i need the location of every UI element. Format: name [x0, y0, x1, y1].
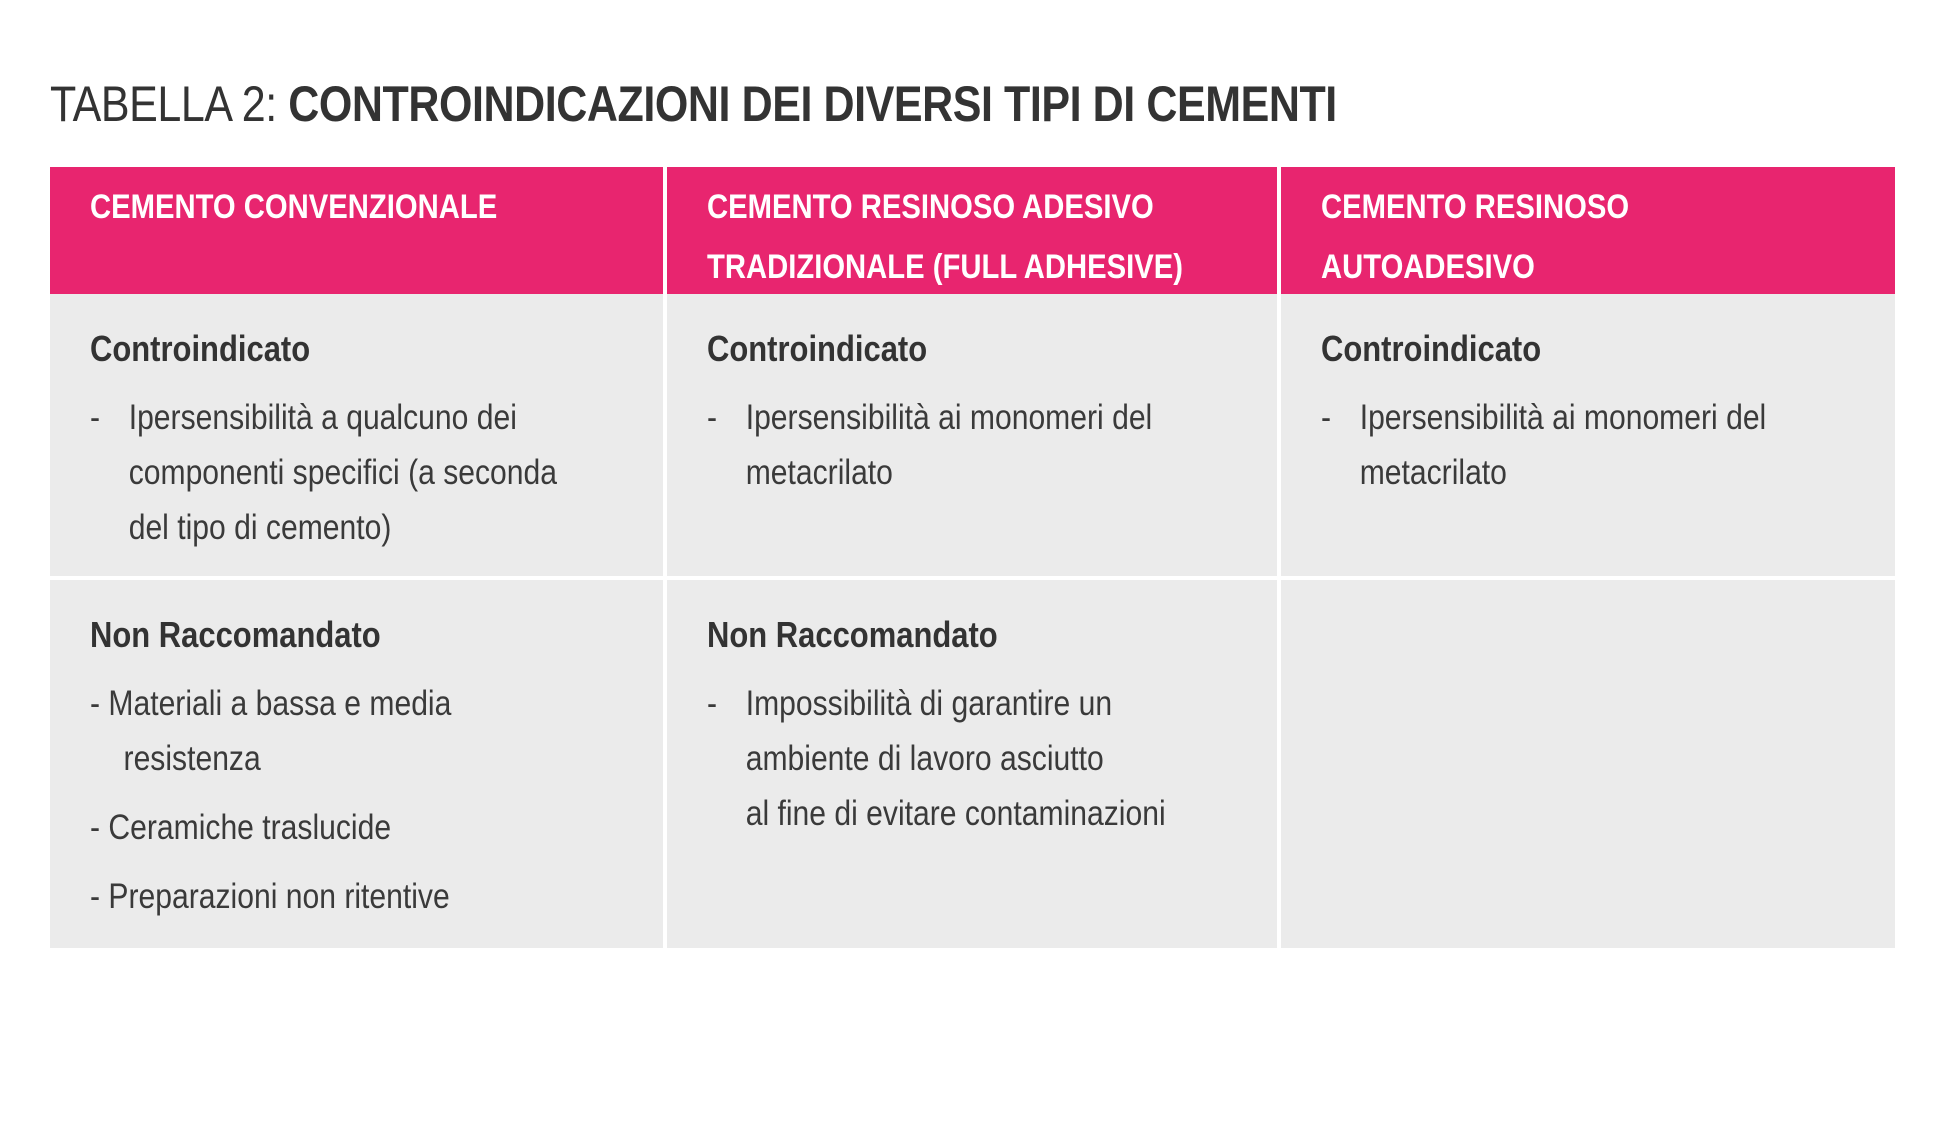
header-line: CEMENTO RESINOSO ADESIVO [707, 188, 1154, 226]
list-item-text: Ipersensibilità a qualcuno dei [128, 398, 517, 437]
list-item-continuation [707, 445, 1180, 500]
list-item: - Ceramiche traslucide [90, 808, 392, 847]
header-traditional-adhesive-resin-cement [667, 167, 1281, 294]
list-item [707, 390, 1180, 445]
list-item: - Materiali a bassa e media [90, 684, 452, 723]
list-item-text: Impossibilità di garantire un [745, 684, 1113, 723]
section-title-not-recommended: Non Raccomandato [707, 614, 998, 655]
section-title-not-recommended: Non Raccomandato [90, 614, 381, 655]
list-item: - Preparazioni non ritentive [90, 877, 450, 916]
list-item-text: metacrilato [745, 453, 893, 492]
header-self-adhesive-resin-cement [1281, 167, 1895, 294]
header-line: CEMENTO RESINOSO [1321, 188, 1630, 226]
bullet-dash: - [707, 398, 718, 437]
not-recommended-cell-self-adhesive-empty [1281, 580, 1895, 948]
contraindicated-cell-traditional [667, 294, 1281, 580]
list-item-continuation [1321, 445, 1797, 500]
list-item-continuation: resistenza [123, 739, 261, 778]
list-item [90, 390, 566, 445]
list-item-continuation [707, 786, 1180, 841]
list-item-text: Ipersensibilità ai monomeri del [1359, 398, 1767, 437]
bullet-dash: - [1321, 398, 1332, 437]
list-item-continuation [90, 445, 566, 500]
contraindications-table [50, 167, 1895, 948]
not-recommended-cell-conventional [50, 580, 667, 948]
header-conventional-cement [50, 167, 667, 294]
list-item-text: ambiente di lavoro asciutto [745, 739, 1104, 778]
not-recommended-cell-traditional [667, 580, 1281, 948]
section-title-contraindicated: Controindicato [90, 328, 311, 369]
table-title-prefix: TABELLA 2: [50, 76, 289, 132]
list-item-text: Ipersensibilità ai monomeri del [745, 398, 1153, 437]
table-title-main: CONTROINDICAZIONI DEI DIVERSI TIPI DI CEMENTI [288, 76, 1337, 132]
list-item-continuation [707, 731, 1180, 786]
list-item [707, 676, 1180, 731]
list-item-text: metacrilato [1359, 453, 1507, 492]
list-item-continuation [90, 500, 566, 555]
list-item-text: componenti specifici (a seconda [128, 453, 558, 492]
header-line: CEMENTO CONVENZIONALE [90, 188, 498, 226]
header-line: AUTOADESIVO [1321, 248, 1535, 286]
section-title-contraindicated: Controindicato [1321, 328, 1542, 369]
contraindicated-cell-conventional [50, 294, 667, 580]
list-item [1321, 390, 1797, 445]
section-title-contraindicated: Controindicato [707, 328, 928, 369]
contraindicated-cell-self-adhesive [1281, 294, 1895, 580]
list-item-text: al fine di evitare contaminazioni [745, 794, 1166, 833]
header-line: TRADIZIONALE (FULL ADHESIVE) [707, 248, 1183, 286]
bullet-dash: - [707, 684, 718, 723]
bullet-dash: - [90, 398, 101, 437]
list-item-text: del tipo di cemento) [128, 508, 392, 547]
table-title [50, 72, 1337, 136]
